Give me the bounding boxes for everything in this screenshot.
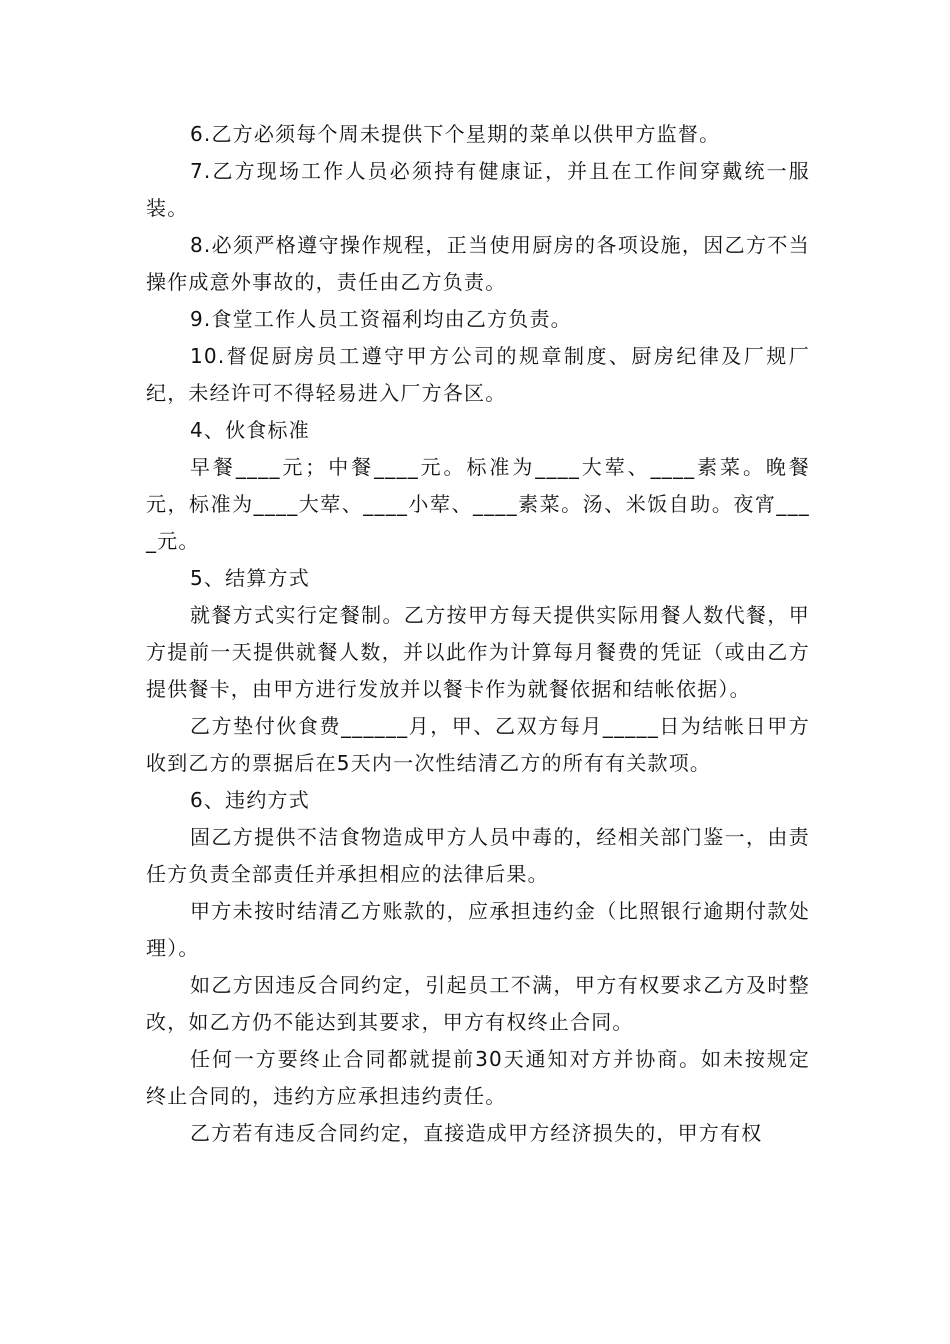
clause-7-health-certificate: 7.乙方现场工作人员必须持有健康证，并且在工作间穿戴统一服装。	[146, 159, 810, 220]
settlement-method-paragraph: 就餐方式实行定餐制。乙方按甲方每天提供实际用餐人数代餐，甲方提前一天提供就餐人数，并以此作为计算每月餐费的凭证（或由乙方提供餐卡，由甲方进行发放并以餐卡作为就餐依据和结帐依据）。	[146, 603, 810, 701]
payment-schedule-paragraph: 乙方垫付伙食费______月，甲、乙双方每月_____日为结帐日甲方收到乙方的票据后在5天内一次性结清乙方的所有有关款项。	[146, 714, 810, 775]
breach-employee-complaint: 如乙方因违反合同约定，引起员工不满，甲方有权要求乙方及时整改，如乙方仍不能达到其要求，甲方有权终止合同。	[146, 973, 810, 1034]
section-heading-meal-standard: 4、伙食标准	[190, 418, 310, 442]
breach-late-payment: 甲方未按时结清乙方账款的，应承担违约金（比照银行逾期付款处理）。	[146, 899, 810, 960]
clause-8-kitchen-operation: 8.必须严格遵守操作规程，正当使用厨房的各项设施，因乙方不当操作成意外事故的，责任由乙方负责。	[146, 233, 810, 294]
breach-termination-notice: 任何一方要终止合同都就提前30天通知对方并协商。如未按规定终止合同的，违约方应承担违约责任。	[146, 1047, 810, 1108]
document-page	[146, 116, 810, 1152]
meal-standard-paragraph: 早餐____元；中餐____元。标准为____大荤、____素菜。晚餐元，标准为____大荤、____小荤、____素菜。汤、米饭自助。夜宵____元。	[146, 455, 810, 553]
breach-food-poisoning: 固乙方提供不洁食物造成甲方人员中毒的，经相关部门鉴一，由责任方负责全部责任并承担相应的法律后果。	[146, 825, 810, 886]
section-heading-settlement: 5、结算方式	[190, 566, 310, 590]
clause-9-staff-welfare: 9.食堂工作人员工资福利均由乙方负责。	[190, 307, 572, 331]
breach-economic-loss: 乙方若有违反合同约定，直接造成甲方经济损失的，甲方有权	[190, 1121, 763, 1145]
section-heading-breach: 6、违约方式	[190, 788, 310, 812]
clause-10-factory-rules: 10.督促厨房员工遵守甲方公司的规章制度、厨房纪律及厂规厂纪，未经许可不得轻易进入厂方各区。	[146, 344, 810, 405]
clause-6-menu: 6.乙方必须每个周未提供下个星期的菜单以供甲方监督。	[190, 122, 721, 146]
